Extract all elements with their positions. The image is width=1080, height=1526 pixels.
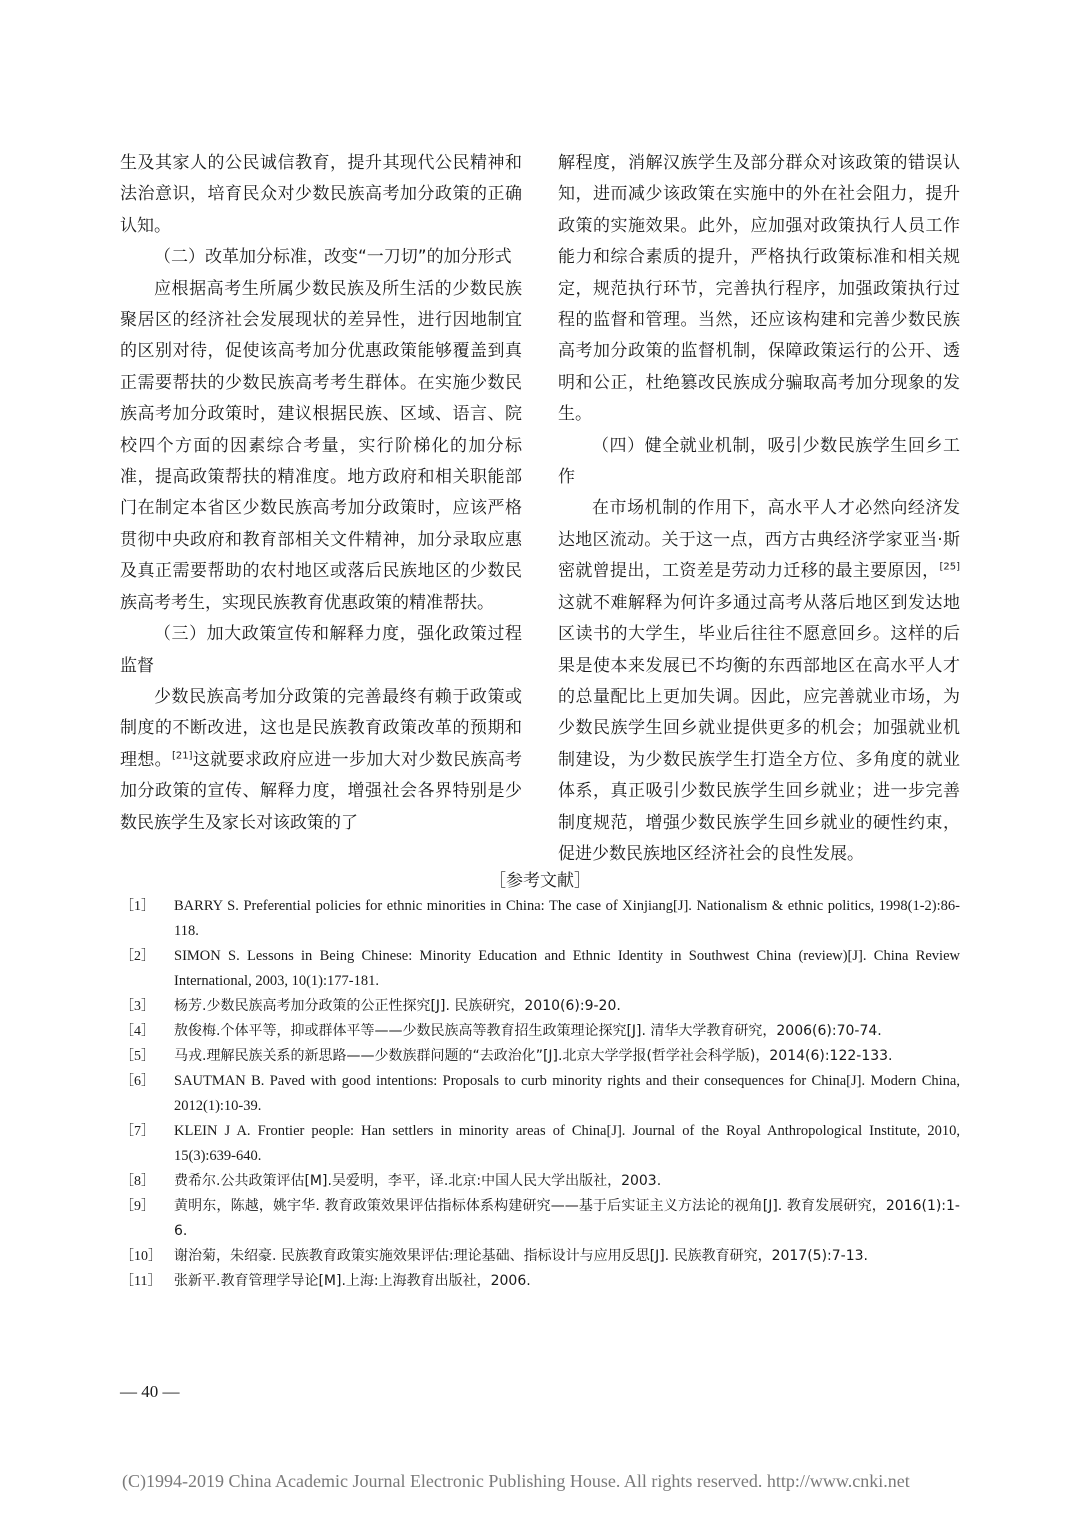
reference-number: ［9］ (120, 1199, 155, 1214)
reference-number: ［3］ (120, 999, 155, 1014)
paragraph: 应根据高考生所属少数民族及所生活的少数民族聚居区的经济社会发展现状的差异性，进行因地制宜的区别对待，促使该高考加分优惠政策能够覆盖到真正需要帮扶的少数民族高考考生群体。在实施少数民族高考加分政策时，建议根据民族、区域、语言、院校四个方面的因素综合考量，实行阶梯化的加分标准，提高政策帮扶的精准度。地方政府和相关职能部门在制定本省区少数民族高考加分政策时，应该严格贯彻中央政府和教育部相关文件精神，加分录取应惠及真正需要帮助的农村地区或落后民族地区的少数民族高考考生，实现民族教育优惠政策的精准帮扶。 (120, 278, 522, 613)
right-column (558, 148, 960, 870)
reference-item (120, 994, 960, 1019)
references-list (120, 894, 960, 1294)
paragraph-text: 少数民族高考加分政策的完善最终有赖于政策或制度的不断改进，这也是民族教育政策改革的预期和理想。 (120, 686, 522, 770)
reference-text: 谢治菊，朱绍豪. 民族教育政策实施效果评估:理论基础、指标设计与应用反思[J]. 民族教育研究，2017(5):7-13. (174, 1248, 868, 1264)
section-heading-2: （二）改革加分标准，改变“一刀切”的加分形式 (154, 247, 512, 268)
reference-number: ［6］ (120, 1074, 155, 1089)
reference-item (120, 1169, 960, 1194)
reference-text: 杨芳.少数民族高考加分政策的公正性探究[J]. 民族研究，2010(6):9-20. (174, 998, 621, 1014)
reference-text: BARRY S. Preferential policies for ethnic minorities in China: The case of Xinjiang[J]. Nationalism & ethnic politics, 1998(1-2):86-118. (174, 898, 960, 939)
section-heading-4: （四）健全就业机制，吸引少数民族学生回乡工作 (558, 435, 960, 488)
paragraph-continuation: 解程度，消解汉族学生及部分群众对该政策的错误认知，进而减少该政策在实施中的外在社会阻力，提升政策的实施效果。此外，应加强对政策执行人员工作能力和综合素质的提升，严格执行政策标准和相关规定，规范执行环节，完善执行程序，加强政策执行过程的监督和管理。当然，还应该构建和完善少数民族高考加分政策的监督机制，保障政策运行的公开、透明和公正，杜绝篡改民族成分骗取高考加分现象的发生。 (558, 153, 960, 425)
reference-text: KLEIN J A. Frontier people: Han settlers in minority areas of China[J]. Journal of the Royal Anthropological Institute, 2010, 15(3):639-640. (174, 1123, 960, 1164)
copyright-footer: (C)1994-2019 China Academic Journal Electronic Publishing House. All rights reserved. http://www.cnki.net (122, 1471, 910, 1491)
reference-text: 费希尔.公共政策评估[M].吴爱明，李平，译.北京:中国人民大学出版社，2003. (174, 1173, 662, 1189)
reference-number: ［4］ (120, 1024, 155, 1039)
reference-item (120, 1244, 960, 1269)
reference-item (120, 894, 960, 944)
reference-text: 敖俊梅.个体平等，抑或群体平等——少数民族高等教育招生政策理论探究[J]. 清华大学教育研究，2006(6):70-74. (174, 1023, 882, 1039)
reference-item (120, 1044, 960, 1069)
citation-mark: [25] (939, 561, 960, 573)
references-title: ［参考文献］ (489, 871, 591, 891)
reference-item (120, 1019, 960, 1044)
reference-text: 马戎.理解民族关系的新思路——少数族群问题的“去政治化”[J].北京大学学报(哲学社会科学版)，2014(6):122-133. (174, 1048, 893, 1064)
paragraph (120, 682, 522, 839)
reference-item (120, 1194, 960, 1244)
reference-number: ［5］ (120, 1049, 155, 1064)
reference-item (120, 944, 960, 994)
reference-number: ［1］ (120, 899, 155, 914)
reference-number: ［11］ (120, 1274, 162, 1289)
paragraph-text: 这就要求政府应进一步加大对少数民族高考加分政策的宣传、解释力度，增强社会各界特别是少数民族学生及家长对该政策的了 (120, 749, 523, 833)
reference-item (120, 1119, 960, 1169)
reference-text: SAUTMAN B. Paved with good intentions: Proposals to curb minority rights and their consequences for China[J]. Modern China, 2012(1):10-39. (174, 1073, 960, 1114)
reference-number: ［10］ (120, 1249, 162, 1264)
paragraph-text: 这就不难解释为何许多通过高考从落后地区到发达地区读书的大学生，毕业后往往不愿意回乡。这样的后果是使本来发展已不均衡的东西部地区在高水平人才的总量配比上更加失调。因此，应完善就业市场，为少数民族学生回乡就业提供更多的机会；加强就业机制建设，为少数民族学生打造全方位、多角度的就业体系，真正吸引少数民族学生回乡就业；进一步完善制度规范，增强少数民族学生回乡就业的硬性约束，促进少数民族地区经济社会的良性发展。 (558, 592, 960, 864)
paragraph (558, 493, 960, 870)
section-heading-3: （三）加大政策宣传和解释力度，强化政策过程监督 (120, 624, 522, 676)
reference-text: SIMON S. Lessons in Being Chinese: Minority Education and Ethnic Identity in Southwest China (review)[J]. China Review International, 2003, 10(1):177-181. (174, 948, 960, 989)
reference-number: ［7］ (120, 1124, 155, 1139)
citation-mark: [21] (172, 750, 193, 762)
paragraph-text: 在市场机制的作用下，高水平人才必然向经济发达地区流动。关于这一点，西方古典经济学家亚当·斯密就曾提出，工资差是劳动力迁移的最主要原因， (558, 498, 960, 582)
reference-number: ［2］ (120, 949, 155, 964)
reference-text: 黄明东，陈越，姚宇华. 教育政策效果评估指标体系构建研究——基于后实证主义方法论的视角[J]. 教育发展研究，2016(1):1-6. (174, 1198, 960, 1239)
reference-text: 张新平.教育管理学导论[M].上海:上海教育出版社，2006. (174, 1273, 531, 1289)
reference-item (120, 1069, 960, 1119)
reference-number: ［8］ (120, 1174, 155, 1189)
page-number: — 40 — (120, 1382, 180, 1401)
reference-item (120, 1269, 960, 1294)
paragraph-continuation: 生及其家人的公民诚信教育，提升其现代公民精神和法治意识，培育民众对少数民族高考加分政策的正确认知。 (120, 153, 522, 236)
left-column (120, 148, 522, 839)
